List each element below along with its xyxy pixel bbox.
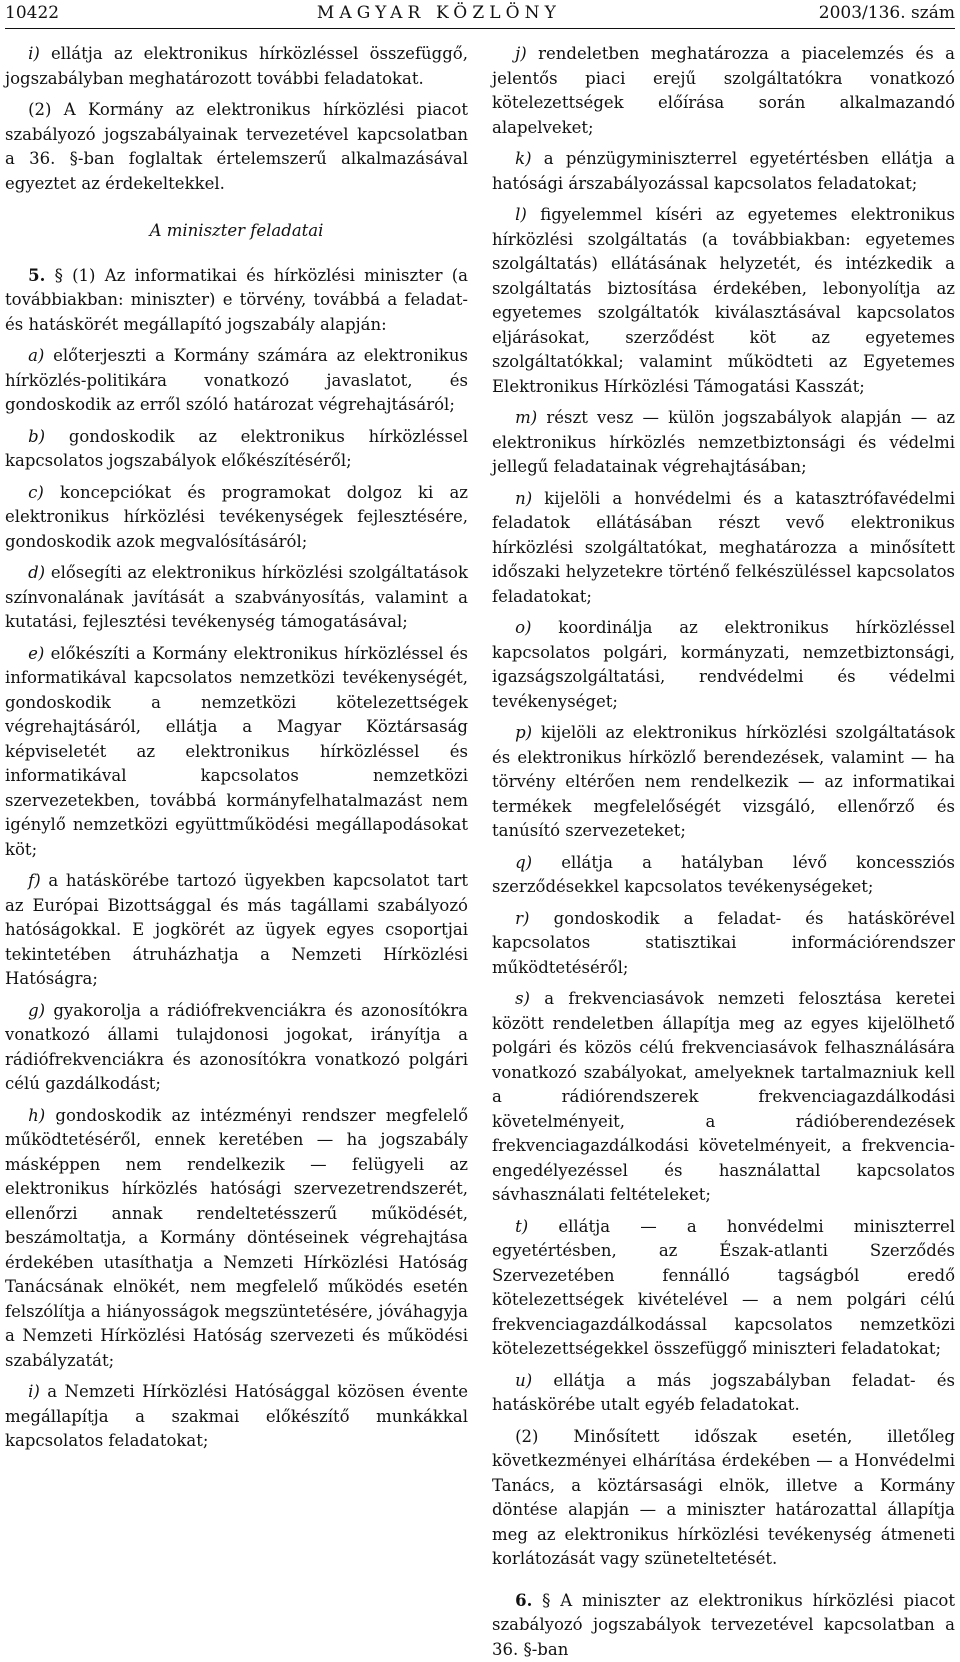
item-text: gondoskodik az intézményi rendszer megfelelő működtetéséről, ennek keretében — ha jogszabály másképpen nem rendelkezik — felügyeli az elektronikus hírközlés hatósági szervezetrendszerét, ellenőrzi annak rendeltetésszerű működését, beszámoltatja, a Kormány döntéseinek végrehajtása érdekében utasíthatja a Nemzeti Hírközlési Hatóság Tanácsának elnökét, nem megfelelő működés esetén felszólítja a hiányosságok megszüntetésére, jóváhagyja a Nemzeti Hírközlési Hatóság szervezeti és működési szabályzatát; [5, 1106, 468, 1370]
item-text: részt vesz — külön jogszabályok alapján — az elektronikus hírközlés nemzetbiztonsági és védelmi jellegű feladatainak végrehajtásában; [492, 408, 955, 476]
section-number: 5. [28, 266, 45, 285]
item-label: m) [515, 408, 537, 427]
paragraph-2: (2) A Kormány az elektronikus hírközlési piacot szabályozó jogszabályainak tervezetével kapcsolatban a 36. §-ban foglaltak értelemszerű alkalmazásával egyeztet az érdekeltekkel. [5, 98, 468, 196]
running-header [5, 3, 955, 29]
item-label: f) [28, 871, 41, 890]
right-item-list [492, 42, 955, 1418]
left-item-list [5, 344, 468, 1454]
item-text: a hatáskörébe tartozó ügyekben kapcsolatot tart az Európai Bizottsággal és más tagállami szabályozó hatóságokkal. E jogkörét az ügyek egyes csoportjai tekintetében átruházhatja a Nemzeti Hírközlési Hatóságra; [5, 871, 468, 988]
list-item [492, 907, 955, 981]
item-text: kijelöli a honvédelmi és a katasztrófavédelmi feladatok ellátásában részt vevő elektronikus hírközlési szolgáltatókat, meghatározza a minősített időszaki helyzetekre történő felkészüléssel kapcsolatos feladatokat; [492, 489, 955, 606]
item-text: előkészíti a Kormány elektronikus hírközléssel és informatikával kapcsolatos nemzetközi tevékenységét, gondoskodik a nemzetközi kötelezettségek végrehajtásáról, ellátja a Magyar Köztársaság képviseletét az elektronikus hírközléssel és informatikával kapcsolatos nemzetközi szervezetekben, továbbá kormányfelhatalmazást nem igénylő nemzetközi együttműködési megállapodásokat köt; [5, 644, 468, 859]
item-text: rendeletben meghatározza a piacelemzés és a jelentős piaci erejű szolgáltatókra vonatkozó kötelezettségek előírása során alkalmazandó alapelveket; [492, 44, 955, 137]
item-text: gondoskodik a feladat- és hatáskörével kapcsolatos statisztikai információrendszer működtetéséről; [492, 909, 955, 977]
list-item [492, 1215, 955, 1362]
item-label: u) [515, 1371, 532, 1390]
list-item [492, 42, 955, 140]
right-column [492, 42, 955, 1342]
item-label: p) [515, 723, 532, 742]
section-6-text: § A miniszter az elektronikus hírközlési piacot szabályozó jogszabályok tervezetével kapcsolatban a 36. §-ban [492, 1591, 955, 1659]
list-item [492, 147, 955, 196]
item-label: k) [515, 149, 531, 168]
section-intro-text: § (1) Az informatikai és hírközlési miniszter (a továbbiakban: miniszter) e törvény, továbbá a feladat- és hatáskörét megállapító jogszabály alapján: [5, 266, 468, 334]
item-text: ellátja a más jogszabályban feladat- és hatáskörébe utalt egyéb feladatokat. [492, 1371, 955, 1415]
item-text: kijelöli az elektronikus hírközlési szolgáltatások és elektronikus hírközlő berendezések, valamint — ha törvény eltérően nem rendelkezik — az informatikai termékek megfelelőségét vizsgáló, ellenőrző és tanúsító szervezeteket; [492, 723, 955, 840]
list-item [492, 616, 955, 714]
journal-title: MAGYAR KÖZLÖNY [317, 3, 561, 24]
item-label: i) [28, 44, 40, 63]
item-label: o) [515, 618, 531, 637]
list-item [5, 869, 468, 992]
issue-number: 2003/136. szám [819, 3, 955, 24]
section-number: 6. [515, 1591, 532, 1610]
item-label: l) [515, 205, 527, 224]
section-5-intro [5, 264, 468, 338]
section-6 [492, 1589, 955, 1662]
item-i-continued [5, 42, 468, 91]
item-label: j) [515, 44, 527, 63]
list-item [492, 1369, 955, 1418]
item-label: i) [28, 1382, 40, 1401]
item-label: n) [515, 489, 532, 508]
item-text: ellátja a hatályban lévő koncessziós szerződésekkel kapcsolatos tevékenységeket; [492, 853, 955, 897]
list-item [5, 561, 468, 635]
item-label: s) [515, 989, 530, 1008]
item-text: gondoskodik az elektronikus hírközléssel kapcsolatos jogszabályok előkészítéséről; [5, 427, 468, 471]
left-column [5, 42, 468, 1342]
item-label: d) [28, 563, 45, 582]
item-label: e) [28, 644, 44, 663]
item-text: ellátja — a honvédelmi miniszterrel egyetértésben, az Észak-atlanti Szerződés Szervezetében fennálló tagságból eredő kötelezettségek kivételével — a nem polgári célú frekvenciagazdálkodással kapcsolatos nemzetközi kötelezettségekkel összefüggő miniszteri feladatokat; [492, 1217, 955, 1359]
list-item [5, 642, 468, 863]
list-item [5, 425, 468, 474]
item-label: q) [515, 853, 532, 872]
list-item [5, 1104, 468, 1374]
list-item [5, 344, 468, 418]
page-number: 10422 [5, 3, 59, 24]
list-item [492, 406, 955, 480]
item-label: h) [28, 1106, 45, 1125]
item-text: gyakorolja a rádiófrekvenciákra és azonosítókra vonatkozó állami tulajdonosi jogokat, irányítja a rádiófrekvenciákra és azonosítókra vonatkozó polgári célú gazdálkodást; [5, 1001, 468, 1094]
item-text: a pénzügyminiszterrel egyetértésben ellátja a hatósági árszabályozással kapcsolatos feladatokat; [492, 149, 955, 193]
item-text: koordinálja az elektronikus hírközléssel kapcsolatos polgári, kormányzati, nemzetbiztonsági, igazságszolgáltatási, rendvédelmi és védelmi tevékenységet; [492, 618, 955, 711]
item-text: koncepciókat és programokat dolgoz ki az elektronikus hírközlési tevékenységek fejlesztésére, gondoskodik azok megvalósításáról; [5, 483, 468, 551]
list-item [492, 987, 955, 1208]
item-text: a frekvenciasávok nemzeti felosztása keretei között rendeletben állapítja meg az egyes kijelölhető polgári és közös célú frekvenciasávok felhasználására vonatkozó szabályokat, amelyeknek tartalmazniuk kell a rádiórendszerek frekvenciagazdálkodási követelményeit, a rádióberendezések frekvenciagazdálkodási követelményeit, a frekvencia-engedélyezéssel és használattal kapcsolatos sávhasználati feltételeket; [492, 989, 955, 1204]
list-item [492, 721, 955, 844]
header-rule [5, 28, 955, 29]
list-item [492, 487, 955, 610]
section-heading: A miniszter feladatai [5, 219, 468, 244]
list-item [5, 481, 468, 555]
list-item [5, 1380, 468, 1454]
item-text: elősegíti az elektronikus hírközlési szolgáltatások színvonalának javítását a szabványosítás, valamint a kutatási, fejlesztési tevékenység támogatásával; [5, 563, 468, 631]
item-text: ellátja az elektronikus hírközléssel összefüggő, jogszabályban meghatározott további feladatokat. [5, 44, 468, 88]
item-text: figyelemmel kíséri az egyetemes elektronikus hírközlési szolgáltatás (a továbbiakban: egyetemes szolgáltatás) ellátásának helyzetét, és intézkedik a szolgáltatás biztosítása érdekében, lebonyolítja az egyetemes szolgáltatók kiválasztásával kapcsolatos eljárásokat, szerződést köt az egyetemes szolgáltatókkal; valamint működteti az Egyetemes Elektronikus Hírközlési Támogatási Kasszát; [492, 205, 955, 396]
list-item [5, 999, 468, 1097]
item-text: a Nemzeti Hírközlési Hatósággal közösen évente megállapítja a szakmai előkészítő munkákkal kapcsolatos feladatokat; [5, 1382, 468, 1450]
item-label: c) [28, 483, 44, 502]
paragraph-2-right: (2) Minősített időszak esetén, illetőleg következményei elhárítása érdekében — a Honvédelmi Tanács, a köztársasági elnök, illetve a Kormány döntése alapján — a miniszter határozattal állapítja meg az elektronikus hírközlési tevékenység átmeneti korlátozását vagy szüneteltetését. [492, 1425, 955, 1572]
item-label: g) [28, 1001, 45, 1020]
item-label: t) [515, 1217, 528, 1236]
list-item [492, 851, 955, 900]
item-label: b) [28, 427, 45, 446]
item-label: a) [28, 346, 44, 365]
item-label: r) [515, 909, 529, 928]
item-text: előterjeszti a Kormány számára az elektronikus hírközlés-politikára vonatkozó javaslatot, és gondoskodik az erről szóló határozat végrehajtásáról; [5, 346, 468, 414]
list-item [492, 203, 955, 399]
